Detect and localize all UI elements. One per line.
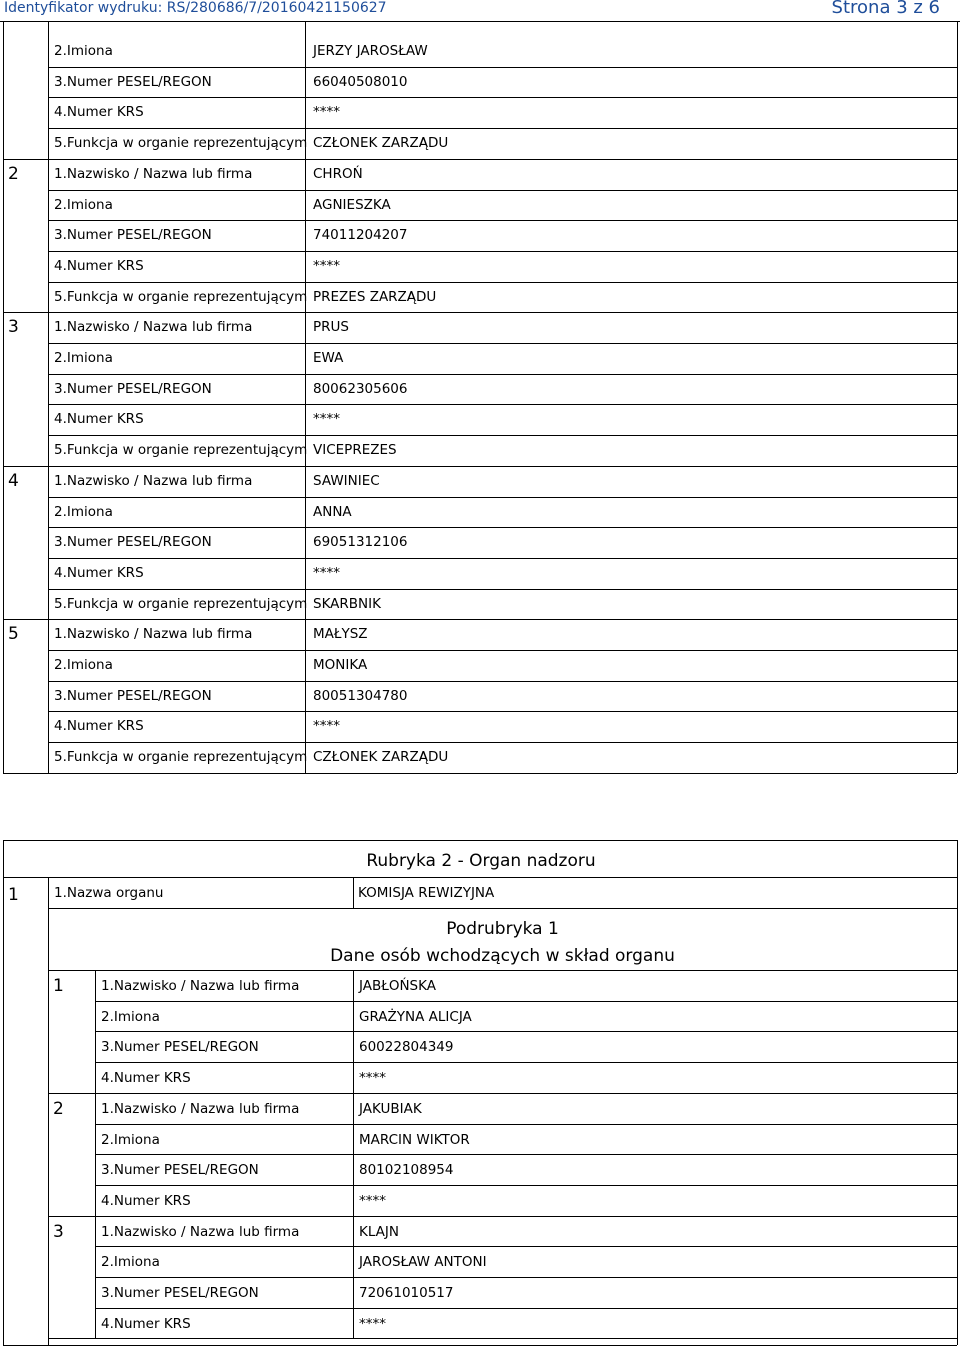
field-value: 80051304780 bbox=[313, 687, 408, 704]
field-value: 60022804349 bbox=[359, 1039, 454, 1056]
field-label: 4.Numer KRS bbox=[54, 104, 144, 121]
field-label: 4.Numer KRS bbox=[54, 411, 144, 428]
field-value: JAROSŁAW ANTONI bbox=[359, 1254, 487, 1271]
field-label: 4.Numer KRS bbox=[101, 1192, 191, 1209]
print-identifier: Identyfikator wydruku: RS/280686/7/20160421150627 bbox=[4, 0, 387, 16]
row-divider bbox=[95, 1031, 957, 1032]
field-value: **** bbox=[359, 1070, 386, 1087]
row-divider bbox=[95, 1185, 957, 1186]
field-label: 2.Imiona bbox=[54, 657, 113, 673]
row-divider bbox=[95, 1062, 957, 1063]
field-label: 1.Nazwisko / Nazwa lub firma bbox=[101, 978, 300, 994]
subrubric-title: Podrubryka 1 bbox=[446, 918, 559, 939]
member-number: 2 bbox=[53, 1098, 64, 1119]
field-label: 2.Imiona bbox=[101, 1008, 160, 1025]
row-divider bbox=[95, 1246, 957, 1247]
organ-name-value: KOMISJA REWIZYJNA bbox=[358, 885, 495, 901]
field-label: 5.Funkcja w organie reprezentującym bbox=[54, 595, 308, 612]
row-divider bbox=[48, 220, 957, 221]
column-divider bbox=[48, 466, 49, 620]
entry-divider bbox=[3, 619, 957, 620]
row-divider bbox=[48, 681, 957, 682]
field-value: JERZY JAROSŁAW bbox=[313, 43, 428, 59]
field-value: MONIKA bbox=[313, 657, 368, 673]
field-value: AGNIESZKA bbox=[313, 196, 391, 213]
column-divider bbox=[353, 877, 354, 908]
entry-number: 2 bbox=[8, 163, 19, 184]
column-divider bbox=[3, 159, 4, 313]
column-divider bbox=[957, 312, 958, 466]
field-value: 69051312106 bbox=[313, 534, 408, 551]
field-value: EWA bbox=[313, 350, 344, 366]
row-divider bbox=[48, 128, 957, 129]
row-divider bbox=[48, 374, 957, 375]
field-label: 1.Nazwisko / Nazwa lub firma bbox=[101, 1100, 300, 1117]
column-divider bbox=[957, 466, 958, 620]
column-divider bbox=[305, 22, 306, 159]
row-divider bbox=[48, 527, 957, 528]
column-divider bbox=[957, 619, 958, 773]
row-divider bbox=[48, 251, 957, 252]
entry-number: 4 bbox=[8, 470, 19, 491]
field-label: 5.Funkcja w organie reprezentującym bbox=[54, 288, 308, 305]
field-value: **** bbox=[313, 257, 340, 274]
row-divider bbox=[48, 190, 957, 191]
column-divider bbox=[48, 22, 49, 159]
field-value: VICEPREZES bbox=[313, 442, 397, 459]
field-label: 3.Numer PESEL/REGON bbox=[101, 1039, 259, 1056]
member-number: 1 bbox=[53, 976, 64, 996]
field-label: 3.Numer PESEL/REGON bbox=[54, 687, 212, 704]
rubric-title: Rubryka 2 - Organ nadzoru bbox=[366, 851, 596, 871]
field-label: 2.Imiona bbox=[101, 1254, 160, 1271]
field-label: 4.Numer KRS bbox=[54, 564, 144, 581]
field-value: GRAŻYNA ALICJA bbox=[359, 1008, 472, 1025]
entry-divider bbox=[3, 159, 957, 160]
entry-divider bbox=[3, 466, 957, 467]
outer-right-border bbox=[957, 840, 958, 1345]
entry-number: 5 bbox=[8, 624, 19, 645]
subrubric-subtitle: Dane osób wchodzących w skład organu bbox=[330, 945, 675, 966]
field-label: 5.Funkcja w organie reprezentującym bbox=[54, 749, 308, 766]
field-value: CZŁONEK ZARZĄDU bbox=[313, 749, 449, 766]
organ-name-label: 1.Nazwa organu bbox=[54, 885, 164, 901]
column-divider bbox=[957, 22, 958, 159]
field-label: 4.Numer KRS bbox=[101, 1070, 191, 1087]
field-value: CHROŃ bbox=[313, 165, 363, 182]
field-label: 1.Nazwisko / Nazwa lub firma bbox=[54, 165, 253, 182]
field-value: PREZES ZARZĄDU bbox=[313, 288, 437, 305]
page-number: Strona 3 z 6 bbox=[831, 0, 940, 18]
row-divider bbox=[95, 1154, 957, 1155]
field-label: 1.Nazwisko / Nazwa lub firma bbox=[54, 626, 253, 643]
row-divider bbox=[48, 67, 957, 68]
field-value: SKARBNIK bbox=[313, 595, 381, 612]
field-value: **** bbox=[313, 718, 340, 735]
row-divider bbox=[48, 97, 957, 98]
row-divider bbox=[48, 742, 957, 743]
field-value: KLAJN bbox=[359, 1223, 399, 1240]
field-value: 80062305606 bbox=[313, 380, 408, 397]
field-value: **** bbox=[359, 1315, 386, 1332]
entry-divider bbox=[48, 1216, 957, 1217]
header-divider bbox=[0, 21, 960, 22]
field-label: 3.Numer PESEL/REGON bbox=[54, 534, 212, 551]
field-value: JAKUBIAK bbox=[359, 1100, 422, 1117]
column-divider bbox=[957, 159, 958, 313]
row-divider bbox=[48, 404, 957, 405]
entry-divider bbox=[48, 970, 957, 971]
field-value: MAŁYSZ bbox=[313, 626, 368, 643]
field-value: ANNA bbox=[313, 503, 352, 520]
field-value: 74011204207 bbox=[313, 227, 408, 244]
entry-number: 3 bbox=[8, 317, 19, 338]
column-divider bbox=[48, 312, 49, 466]
field-label: 5.Funkcja w organie reprezentującym bbox=[54, 135, 308, 152]
field-label: 4.Numer KRS bbox=[101, 1315, 191, 1332]
row-divider bbox=[95, 1001, 957, 1002]
field-label: 2.Imiona bbox=[54, 350, 113, 366]
field-label: 5.Funkcja w organie reprezentującym bbox=[54, 442, 308, 459]
row-divider bbox=[95, 1308, 957, 1309]
field-label: 3.Numer PESEL/REGON bbox=[54, 73, 212, 90]
field-value: JABŁOŃSKA bbox=[359, 978, 436, 994]
outer-left-border bbox=[3, 840, 4, 1345]
field-label: 1.Nazwisko / Nazwa lub firma bbox=[101, 1223, 300, 1240]
field-label: 3.Numer PESEL/REGON bbox=[54, 380, 212, 397]
field-value: **** bbox=[313, 104, 340, 121]
entry-divider bbox=[3, 312, 957, 313]
field-value: 72061010517 bbox=[359, 1285, 454, 1301]
row-divider bbox=[48, 435, 957, 436]
row-divider bbox=[48, 650, 957, 651]
row-divider bbox=[48, 282, 957, 283]
member-number: 3 bbox=[53, 1221, 64, 1242]
column-divider bbox=[48, 159, 49, 313]
row-divider bbox=[48, 711, 957, 712]
rubric-top-border bbox=[3, 840, 957, 841]
field-value: **** bbox=[313, 411, 340, 428]
row-divider bbox=[48, 343, 957, 344]
entry-divider bbox=[48, 1093, 957, 1094]
field-label: 4.Numer KRS bbox=[54, 718, 144, 735]
field-label: 1.Nazwisko / Nazwa lub firma bbox=[54, 319, 253, 336]
field-value: CZŁONEK ZARZĄDU bbox=[313, 135, 449, 152]
column-divider bbox=[3, 312, 4, 466]
table-bottom-border bbox=[3, 773, 957, 774]
field-value: 66040508010 bbox=[313, 73, 408, 90]
entry-number: 1 bbox=[8, 885, 19, 905]
field-label: 3.Numer PESEL/REGON bbox=[101, 1285, 259, 1301]
field-value: MARCIN WIKTOR bbox=[359, 1131, 470, 1148]
field-label: 1.Nazwisko / Nazwa lub firma bbox=[54, 472, 253, 489]
column-divider bbox=[48, 619, 49, 773]
rubric-bottom-border bbox=[3, 1345, 957, 1346]
row-divider bbox=[48, 589, 957, 590]
field-label: 3.Numer PESEL/REGON bbox=[101, 1162, 259, 1179]
field-value: PRUS bbox=[313, 319, 349, 336]
column-divider bbox=[3, 22, 4, 159]
field-label: 4.Numer KRS bbox=[54, 257, 144, 274]
field-label: 2.Imiona bbox=[54, 196, 113, 213]
row-divider bbox=[48, 908, 957, 909]
row-divider bbox=[48, 497, 957, 498]
field-value: **** bbox=[313, 564, 340, 581]
field-label: 2.Imiona bbox=[54, 43, 113, 59]
entry-divider bbox=[48, 1338, 957, 1339]
row-divider bbox=[48, 558, 957, 559]
column-divider bbox=[3, 466, 4, 620]
row-divider bbox=[95, 1124, 957, 1125]
field-value: **** bbox=[359, 1192, 386, 1209]
field-value: 80102108954 bbox=[359, 1162, 454, 1179]
rubric-title-divider bbox=[3, 877, 957, 878]
field-label: 2.Imiona bbox=[54, 503, 113, 520]
row-divider bbox=[95, 1277, 957, 1278]
field-label: 3.Numer PESEL/REGON bbox=[54, 227, 212, 244]
field-value: SAWINIEC bbox=[313, 472, 380, 489]
field-label: 2.Imiona bbox=[101, 1131, 160, 1148]
column-divider bbox=[3, 619, 4, 773]
page-header bbox=[0, 0, 960, 20]
